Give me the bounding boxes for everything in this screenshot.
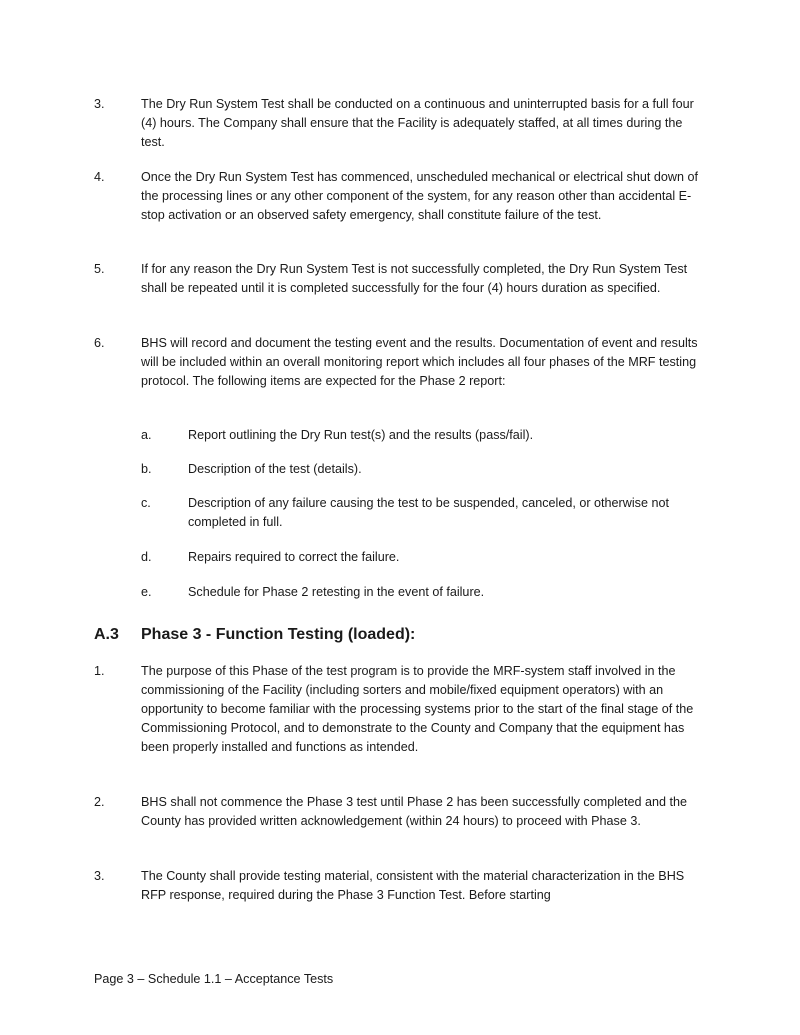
sub-item-text: Description of any failure causing the test to be suspended, canceled, or otherwise not completed in full.	[188, 496, 669, 529]
section-number: A.3	[94, 626, 119, 643]
item-number: 3.	[94, 869, 105, 883]
sub-item-text: Report outlining the Dry Run test(s) and the results (pass/fail).	[188, 428, 534, 442]
item-text: BHS shall not commence the Phase 3 test until Phase 2 has been successfully completed and the County has provided written acknowledgement (within 24 hours) to proceed with Phase 3.	[141, 795, 688, 828]
sub-item-text: Repairs required to correct the failure.	[188, 550, 400, 564]
item-number: 3.	[94, 97, 105, 111]
sub-item-letter: a.	[141, 428, 152, 442]
item-text: BHS will record and document the testing event and the results. Documentation of event and results will be included within an overall monitoring report which includes all four phases of the MRF testing protocol. The following items are expected for the Phase 2 report:	[141, 336, 698, 388]
sub-item-text: Schedule for Phase 2 retesting in the event of failure.	[188, 585, 485, 599]
item-text: If for any reason the Dry Run System Test is not successfully completed, the Dry Run System Test shall be repeated until it is completed successfully for the four (4) hours duration as specified.	[141, 262, 688, 295]
item-number: 1.	[94, 664, 105, 678]
section-title: Phase 3 - Function Testing (loaded):	[141, 626, 416, 643]
item-text: Once the Dry Run System Test has commenced, unscheduled mechanical or electrical shut down of the processing lines or any other component of the system, for any reason other than accidental E-stop activation or an observed safety emergency, shall constitute failure of the test.	[141, 170, 698, 222]
sub-item-letter: e.	[141, 585, 152, 599]
sub-item-text: Description of the test (details).	[188, 462, 362, 476]
item-number: 4.	[94, 170, 105, 184]
item-text: The purpose of this Phase of the test program is to provide the MRF-system staff involved in the commissioning of the Facility (including sorters and mobile/fixed equipment operators) with an opportunity to become familiar with the processing systems prior to the start of the final stage of the Commissioning Protocol, and to demonstrate to the County and Company that the equipment has been properly installed and functions as intended.	[141, 664, 694, 754]
item-number: 6.	[94, 336, 105, 350]
item-number: 5.	[94, 262, 105, 276]
item-number: 2.	[94, 795, 105, 809]
item-text: The Dry Run System Test shall be conducted on a continuous and uninterrupted basis for a full four (4) hours. The Company shall ensure that the Facility is adequately staffed, at all times during the test.	[141, 97, 694, 149]
sub-item-letter: b.	[141, 462, 152, 476]
item-text: The County shall provide testing material, consistent with the material characterization in the BHS RFP response, required during the Phase 3 Function Test. Before starting	[141, 869, 685, 902]
sub-item-letter: d.	[141, 550, 152, 564]
sub-item-letter: c.	[141, 496, 151, 510]
page-footer: Page 3 – Schedule 1.1 – Acceptance Tests	[94, 972, 334, 986]
